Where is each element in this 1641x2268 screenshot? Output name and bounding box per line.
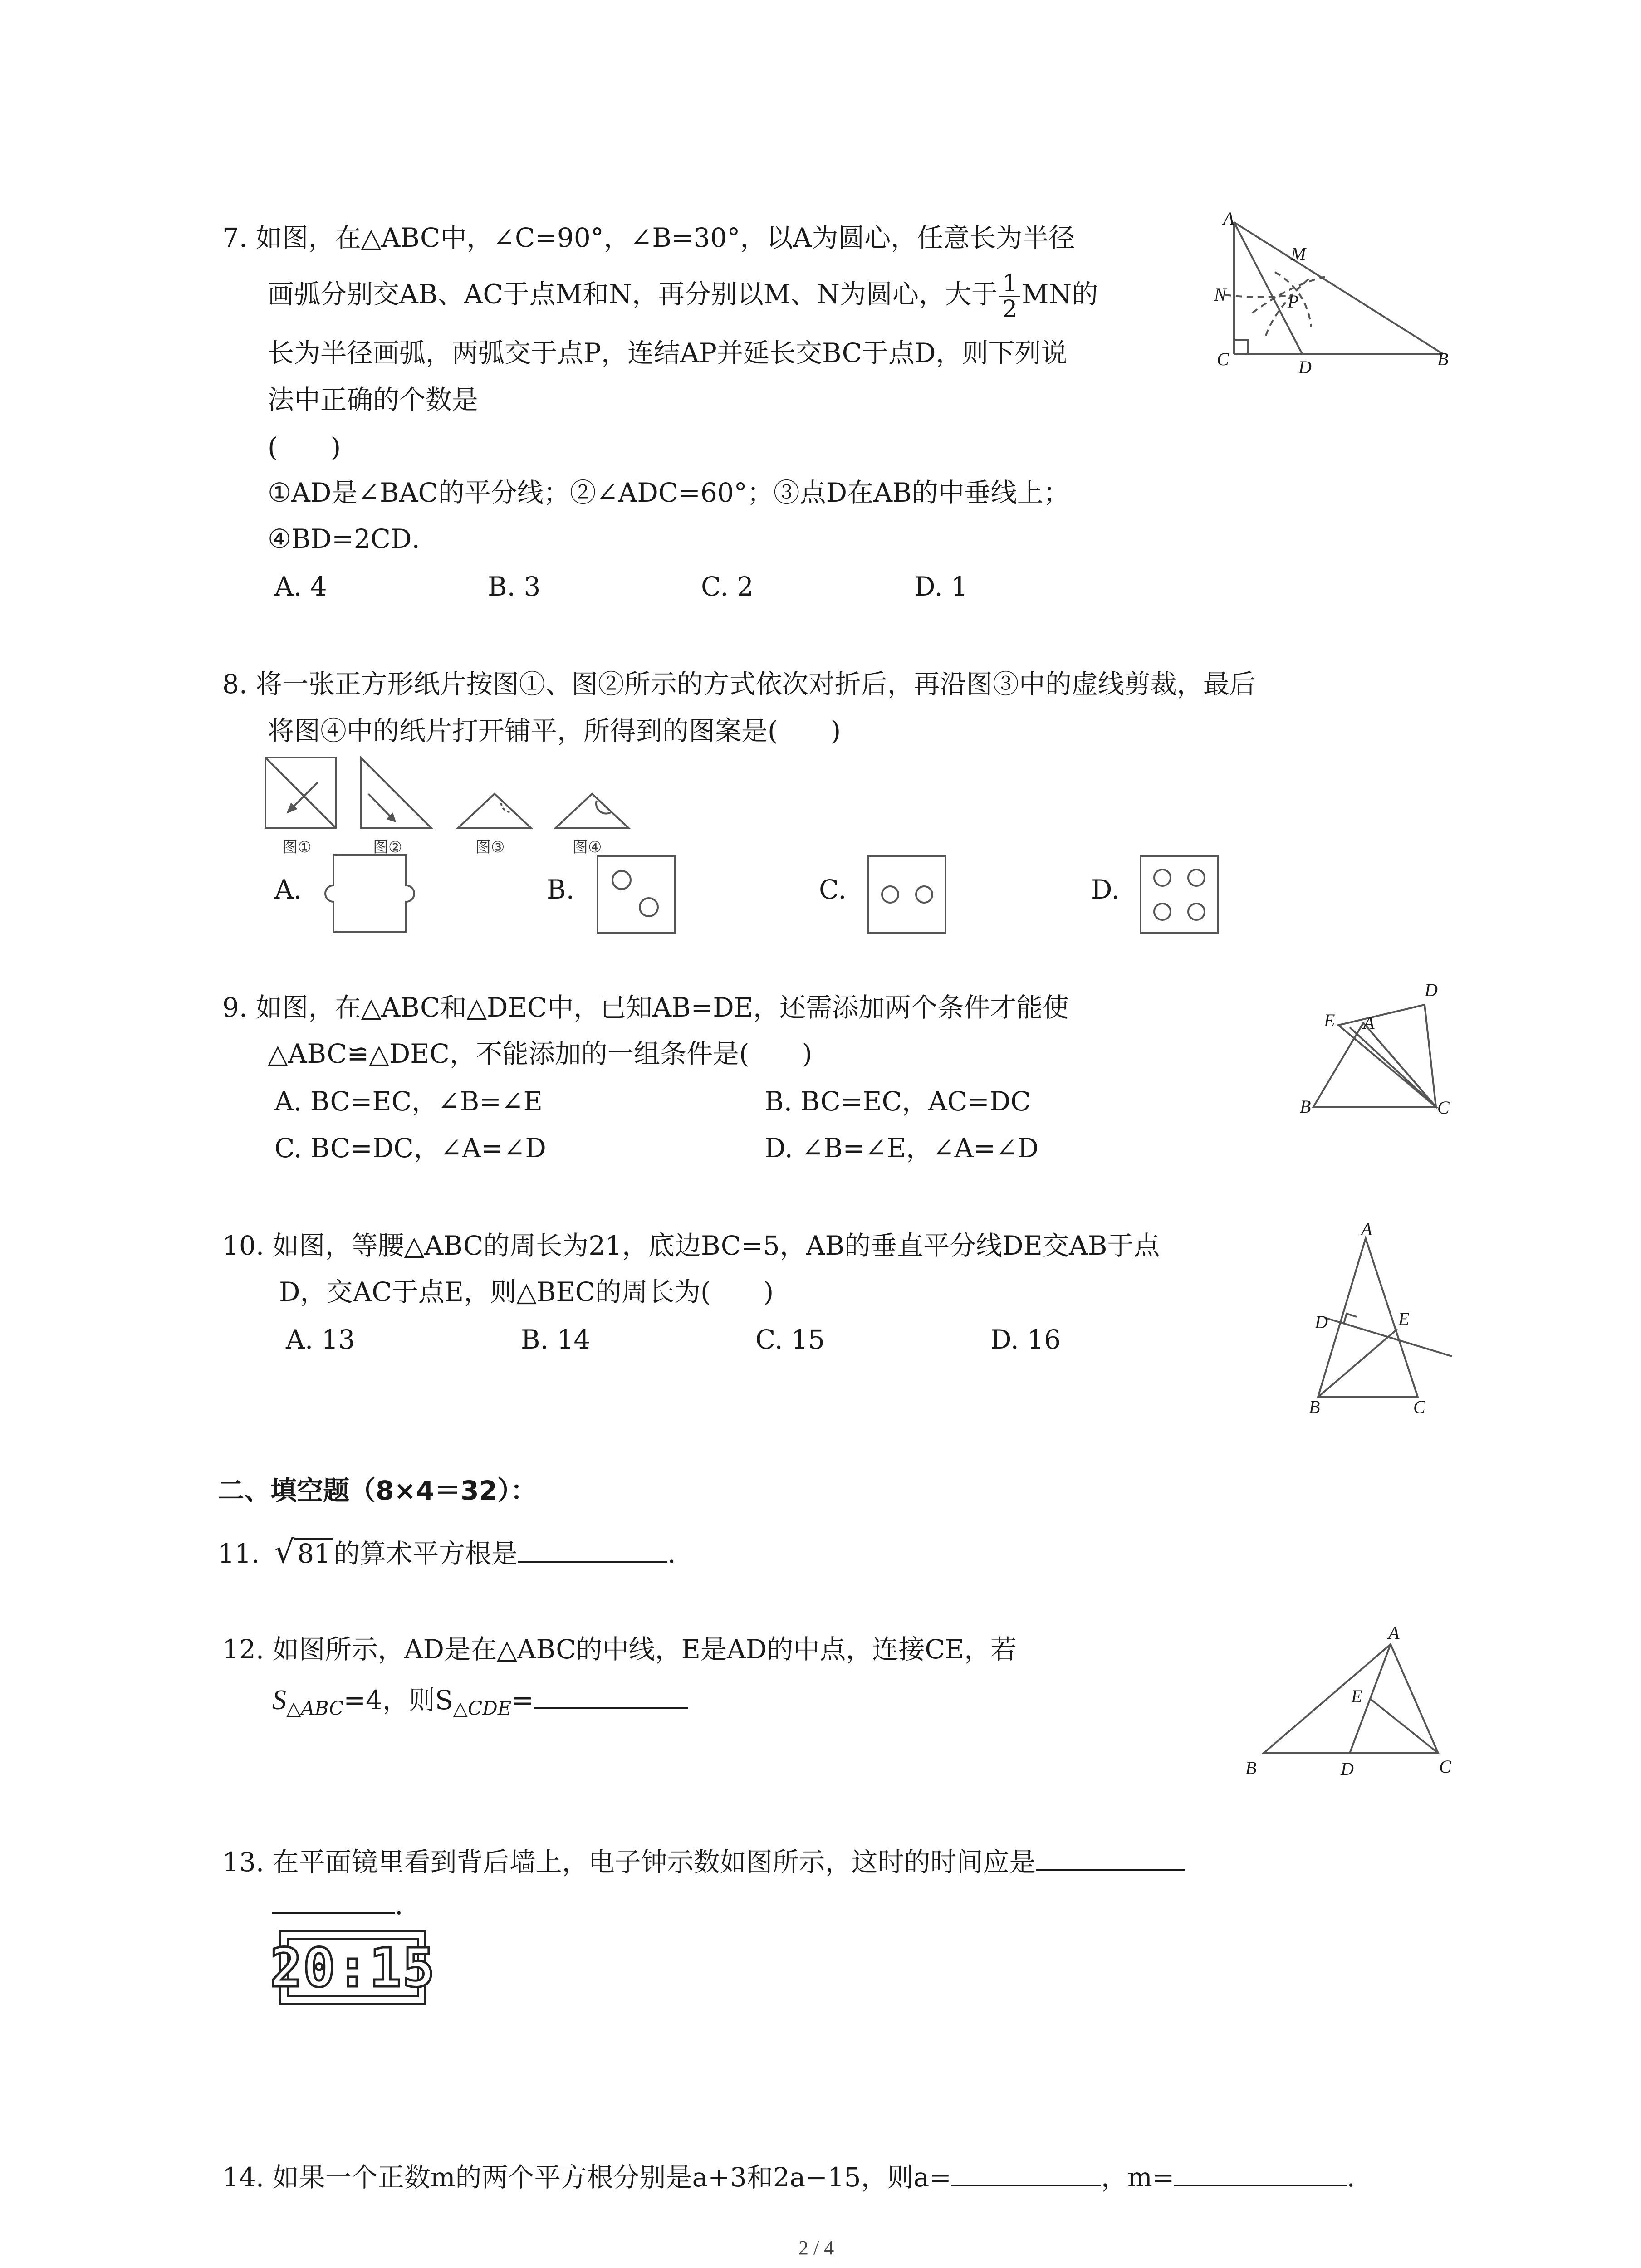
q9-label-d: D (1425, 980, 1438, 1000)
q7-option-b[interactable]: B. 3 (488, 571, 541, 602)
q12-answer-blank[interactable] (534, 1682, 688, 1709)
q7-statements-2: ④BD=2CD． (268, 523, 438, 554)
q8-caption-1: 图① (282, 838, 312, 856)
q12-sub2: △CDE (453, 1697, 512, 1720)
q7-line1: 7. 如图，在△ABC中，∠C=90°，∠B=30°，以A为圆心，任意长为半径 (222, 222, 1075, 253)
q9-line2: △ABC≌△DEC，不能添加的一组条件是( ) (268, 1038, 813, 1069)
q10-option-b[interactable]: B. 14 (521, 1324, 591, 1355)
q8-caption-4: 图④ (573, 838, 602, 856)
q14-line (222, 2159, 1355, 2194)
q9-label-b: B (1300, 1096, 1311, 1117)
q13-text: 13. 在平面镜里看到背后墙上，电子钟示数如图所示，这时的时间应是 (222, 1847, 1036, 1877)
q7-option-c[interactable]: C. 2 (701, 571, 754, 602)
q13-answer-blank-cont[interactable] (272, 1887, 395, 1914)
q7-statements-1: ①AD是∠BAC的平分线；②∠ADC=60°；③点D在AB的中垂线上； (268, 477, 1070, 508)
q7-line2a: 画弧分别交AB、AC于点M和N，再分别以M、N为圆心，大于 (268, 279, 998, 310)
q12-label-d: D (1341, 1759, 1354, 1779)
page-number: 2 / 4 (798, 2237, 834, 2259)
fraction-one-half: $\frac{1}{2}$ (999, 271, 1020, 322)
q7-label-p: P (1288, 291, 1299, 312)
q8-folding-figures (263, 755, 898, 832)
q11-radicand: 81 (294, 1538, 333, 1567)
q10-option-d[interactable]: D. 16 (990, 1324, 1061, 1355)
q8-option-a[interactable]: A. (274, 874, 302, 905)
q9-option-a[interactable]: A. BC=EC，∠B=∠E (274, 1086, 543, 1117)
q9-option-c[interactable]: C. BC=DC，∠A=∠D (274, 1133, 546, 1163)
q14-text: 14. 如果一个正数m的两个平方根分别是a+3和2a−15，则a= (222, 2162, 951, 2193)
q8-option-a-figure[interactable] (324, 853, 429, 934)
q8-line1: 8. 将一张正方形纸片按图①、图②所示的方式依次对折后，再沿图③中的虚线剪裁，最后 (222, 669, 1256, 699)
q8-option-b[interactable]: B. (547, 874, 575, 905)
q8-option-c[interactable]: C. (819, 874, 847, 905)
q11-answer-blank[interactable] (518, 1535, 667, 1563)
q12-label-a: A (1388, 1623, 1400, 1643)
q8-option-b-figure[interactable] (597, 855, 676, 934)
q10-isosceles-figure (1307, 1225, 1461, 1415)
q10-label-e: E (1398, 1309, 1410, 1329)
q12-label-c: C (1439, 1756, 1451, 1777)
q9-label-c: C (1437, 1097, 1450, 1118)
q12-mid: =4，则S (343, 1685, 453, 1716)
q12-line2 (272, 1682, 688, 1725)
q8-option-d-figure[interactable] (1140, 855, 1219, 934)
q13-answer-blank[interactable] (1036, 1844, 1185, 1871)
q7-label-c: C (1217, 349, 1229, 369)
q10-label-a: A (1361, 1219, 1372, 1239)
q14-answer-a-blank[interactable] (951, 2159, 1101, 2186)
section-2-title: 二、填空题（8×4＝32）： (218, 1475, 537, 1506)
q13-line2 (272, 1887, 403, 1921)
sqrt-symbol: √ 81 (274, 1535, 333, 1570)
q10-line1: 10. 如图，等腰△ABC的周长为21，底边BC=5，AB的垂直平分线DE交AB于点 (222, 1230, 1160, 1261)
q12-label-e: E (1351, 1686, 1362, 1706)
q7-label-m: M (1291, 244, 1306, 264)
q9-label-e: E (1324, 1010, 1335, 1031)
q7-label-a: A (1223, 208, 1234, 229)
q7-line2b: MN的 (1022, 279, 1098, 310)
q7-option-d[interactable]: D. 1 (914, 571, 968, 602)
q8-caption-3: 图③ (475, 838, 505, 856)
q12-eq: = (511, 1685, 534, 1716)
q9-option-d[interactable]: D. ∠B=∠E，∠A=∠D (764, 1133, 1039, 1163)
clock-digits: 20:15 (269, 1936, 436, 1999)
q7-answer-paren: ( ) (268, 432, 341, 463)
q12-label-b: B (1245, 1758, 1257, 1778)
q8-caption-2: 图② (373, 838, 402, 856)
q14-answer-m-blank[interactable] (1174, 2159, 1347, 2186)
q12-sub1: △ABC (286, 1697, 344, 1720)
q13-end: . (395, 1890, 403, 1921)
q9-option-b[interactable]: B. BC=EC，AC=DC (764, 1086, 1031, 1117)
q7-label-b: B (1437, 349, 1449, 369)
q8-option-d[interactable]: D. (1091, 874, 1120, 905)
q14-mid: ，m= (1101, 2162, 1175, 2193)
q10-label-c: C (1413, 1397, 1425, 1417)
q11-text: 的算术平方根是 (333, 1538, 518, 1569)
q12-s1: S (272, 1685, 286, 1716)
digital-clock (269, 1930, 436, 2005)
q10-option-c[interactable]: C. 15 (755, 1324, 825, 1355)
q7-line2 (268, 271, 1098, 322)
q7-option-a[interactable]: A. 4 (274, 571, 327, 602)
q7-triangle-figure (1198, 209, 1461, 372)
q11-number: 11. (218, 1538, 260, 1569)
q10-label-b: B (1309, 1397, 1320, 1417)
q7-line4: 法中正确的个数是 (268, 384, 479, 415)
q8-line2: 将图④中的纸片打开铺平，所得到的图案是( ) (268, 715, 841, 746)
q8-option-c-figure[interactable] (867, 855, 947, 934)
q7-label-n: N (1214, 284, 1226, 305)
q11-end: . (667, 1538, 676, 1569)
q14-end: . (1347, 2162, 1355, 2193)
q12-line1: 12. 如图所示，AD是在△ABC的中线，E是AD的中点，连接CE，若 (222, 1634, 1017, 1665)
q10-line2: D，交AC于点E，则△BEC的周长为( ) (279, 1276, 774, 1307)
q9-triangles-figure (1302, 989, 1465, 1116)
q13-line1 (222, 1844, 1185, 1878)
q10-option-a[interactable]: A. 13 (286, 1324, 355, 1355)
q9-line1: 9. 如图，在△ABC和△DEC中，已知AB=DE，还需添加两个条件才能使 (222, 992, 1069, 1023)
q11-line (218, 1535, 676, 1570)
q9-label-a: A (1363, 1012, 1375, 1033)
q10-label-d: D (1315, 1312, 1328, 1332)
q7-line3: 长为半径画弧，两弧交于点P，连结AP并延长交BC于点D，则下列说 (268, 337, 1068, 368)
q7-label-d: D (1298, 357, 1312, 377)
